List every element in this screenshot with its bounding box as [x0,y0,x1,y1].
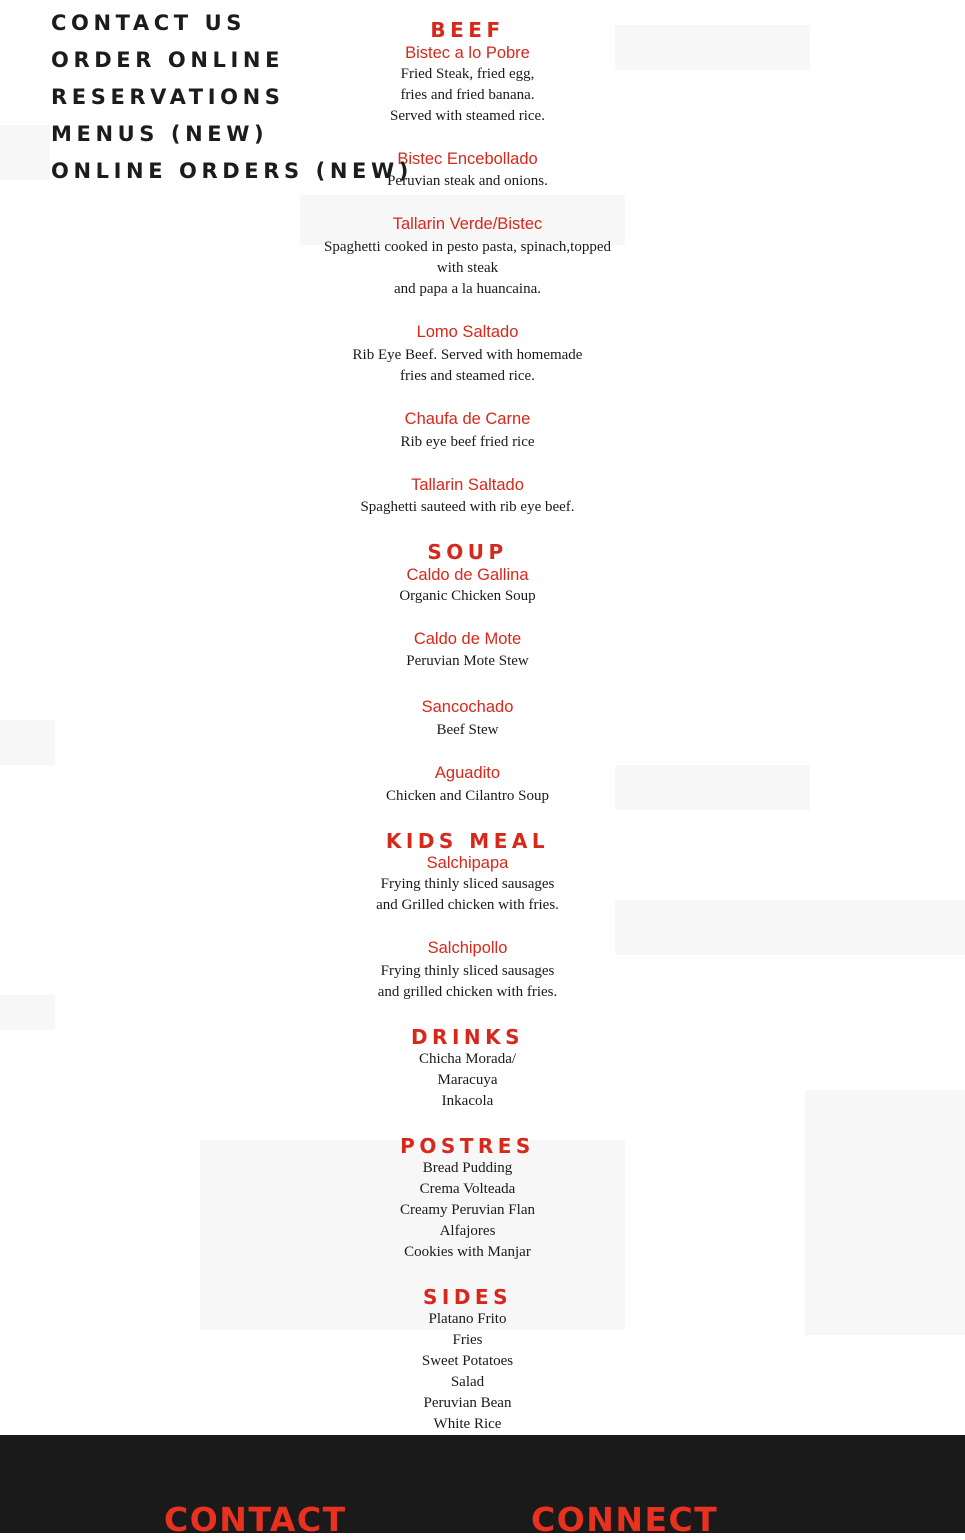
dish-name: Tallarin Verde/Bistec [392,215,543,233]
dish-description: and grilled chicken with fries. [377,984,558,1000]
dish-name: Tallarin Saltado [411,476,524,494]
dish-name: Salchipollo [427,939,508,957]
menu-item: Bread Pudding [422,1160,513,1176]
section-title-kids-meal: KIDS MEAL [385,829,550,853]
main-navigation [51,8,413,193]
dish-name: Bistec a lo Pobre [405,44,530,62]
menu-item: Alfajores [439,1223,496,1239]
dish-description: Served with steamed rice. [390,108,545,124]
dish-name: Lomo Saltado [416,323,519,341]
dish-name: Bistec Encebollado [397,150,538,168]
dish-description: Rib eye beef fried rice [400,434,535,450]
section-title-postres: POSTRES [400,1134,535,1158]
dish-description: and Grilled chicken with fries. [376,897,559,913]
dish-name: Aguadito [434,764,501,782]
dish-description: fries and fried banana. [400,87,535,103]
dish-description: Organic Chicken Soup [399,588,536,604]
dish-description: Chicken and Cilantro Soup [386,788,549,804]
dish-description: fries and steamed rice. [400,368,535,384]
nav-menus[interactable]: MENUS (NEW) [51,122,269,146]
dish-description: Rib Eye Beef. Served with homemade [352,347,583,363]
section-title-drinks: DRINKS [410,1025,525,1049]
site-footer [0,1435,965,1539]
nav-online-orders[interactable]: ONLINE ORDERS (NEW) [51,159,413,183]
menu-item: Salad [450,1374,485,1390]
menu-item: White Rice [433,1416,502,1432]
menu-item: Inkacola [441,1093,494,1109]
dish-description: Frying thinly sliced sausages [380,876,555,892]
menu-item: Peruvian Bean [423,1395,512,1411]
dish-name: Caldo de Gallina [406,566,529,584]
menu-item: Maracuya [437,1072,498,1088]
dish-description: Fried Steak, fried egg, [400,66,535,82]
dish-description: Beef Stew [436,722,499,738]
dish-description: Spaghetti cooked in pesto pasta, spinach,topped [323,239,612,255]
section-title-soup: SOUP [427,540,508,564]
menu-item: Chicha Morada/ [418,1051,517,1067]
footer-connect-heading: CONNECT [531,1500,719,1539]
nav-reservations[interactable]: RESERVATIONS [51,85,285,109]
dish-name: Salchipapa [426,854,509,872]
section-title-sides: SIDES [422,1285,512,1309]
dish-description: and papa a la huancaina. [393,281,541,297]
nav-order-online[interactable]: ORDER ONLINE [51,48,285,72]
menu-item: Crema Volteada [419,1181,516,1197]
dish-name: Caldo de Mote [413,630,522,648]
dish-description: Frying thinly sliced sausages [380,963,555,979]
footer-contact-heading: CONTACT [164,1500,347,1539]
dish-description: with steak [436,260,499,276]
dish-description: Peruvian steak and onions. [387,173,548,189]
nav-contact-us[interactable]: CONTACT US [51,11,247,35]
section-title-beef: BEEF [430,18,505,42]
menu-item: Platano Frito [428,1311,507,1327]
dish-name: Sancochado [421,698,514,716]
dish-description: Peruvian Mote Stew [406,653,529,669]
dish-description: Spaghetti sauteed with rib eye beef. [360,499,575,515]
menu-item: Sweet Potatoes [421,1353,514,1369]
menu-item: Fries [452,1332,483,1348]
dish-name: Chaufa de Carne [404,410,531,428]
menu-item: Cookies with Manjar [404,1244,531,1260]
menu-item: Creamy Peruvian Flan [400,1202,535,1218]
